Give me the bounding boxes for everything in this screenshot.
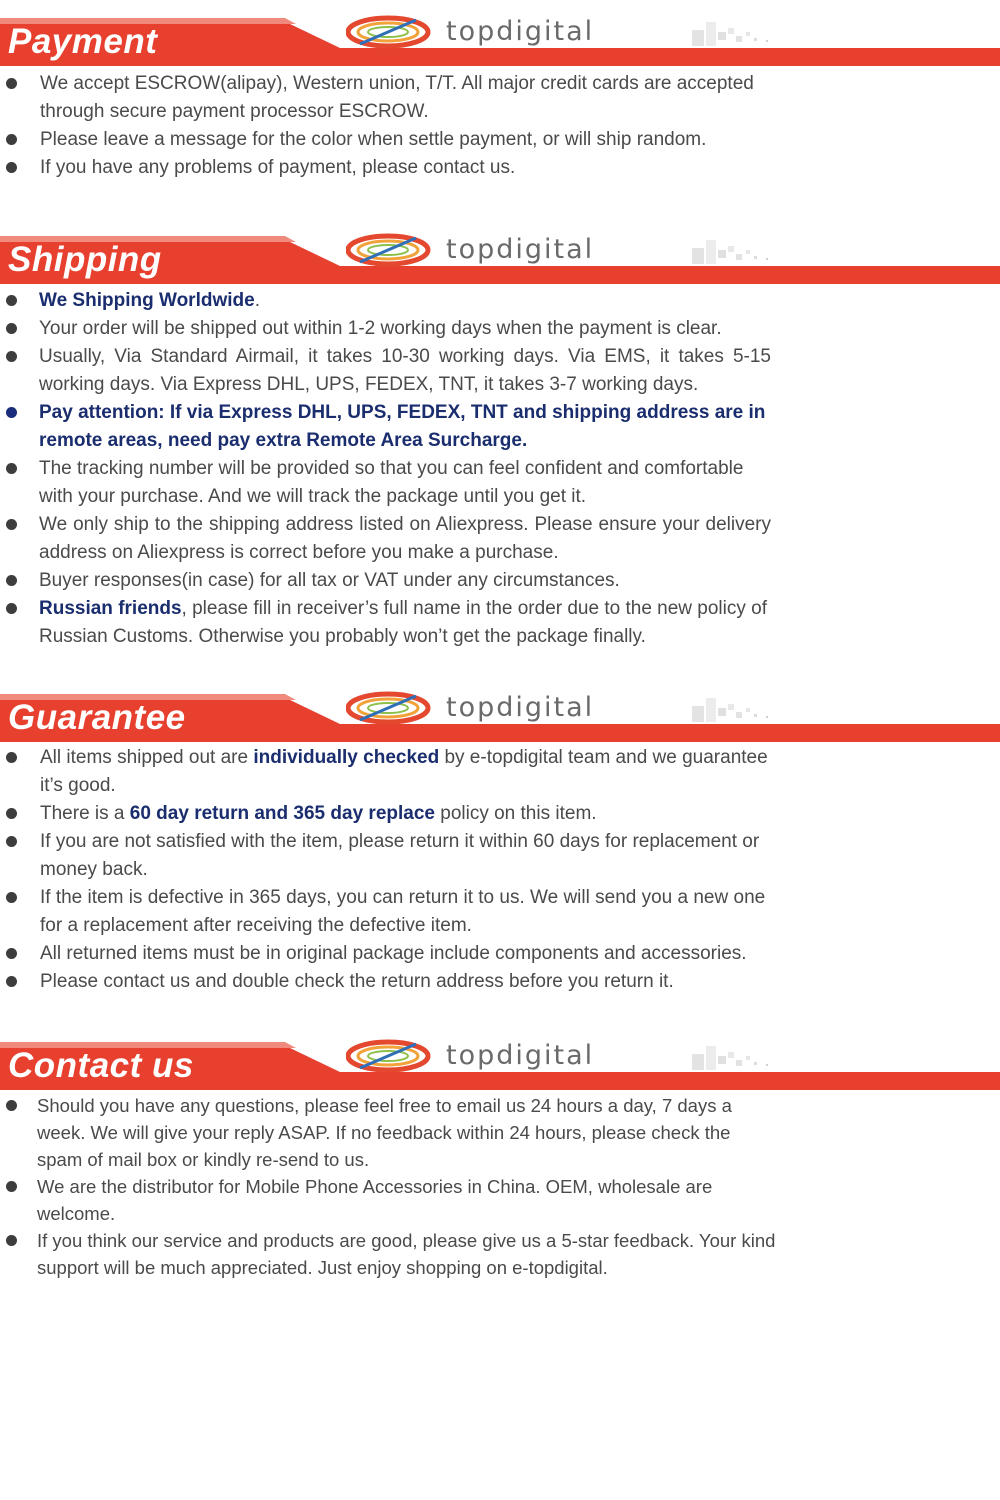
list-item: If the item is defective in 365 days, you can return it to us. We will send you a new one for a replacement after receiving the defective item. [0, 884, 775, 940]
section-title: Contact us [8, 1046, 194, 1085]
list-item: We accept ESCROW(alipay), Western union, T/T. All major credit cards are accepted through secure payment processor ESCROW. [0, 70, 775, 126]
list-item: If you are not satisfied with the item, please return it within 60 days for replacement or money back. [0, 828, 775, 884]
topdigital-logo-icon [346, 14, 434, 50]
list-item: Usually, Via Standard Airmail, it takes 10-30 working days. Via EMS, it takes 5-15 working days. Via Express DHL, UPS, FEDEX, TNT, it takes 3-7 working days. [0, 343, 771, 399]
pixel-decoration-icon [692, 694, 782, 726]
list-item: We Shipping Worldwide. [0, 287, 771, 315]
guarantee-list [0, 744, 1000, 996]
bullet-icon [6, 134, 17, 145]
brand-name: topdigital [446, 692, 595, 723]
list-item: All items shipped out are individually checked by e-topdigital team and we guarantee it’s good. [0, 744, 775, 800]
bullet-icon [6, 351, 17, 362]
bullet-icon [6, 892, 17, 903]
bullet-icon [6, 323, 17, 334]
brand-name: topdigital [446, 234, 595, 265]
bullet-icon [6, 1100, 17, 1111]
list-item: There is a 60 day return and 365 day replace policy on this item. [0, 800, 775, 828]
list-item: Please leave a message for the color when settle payment, or will ship random. [0, 126, 775, 154]
pixel-decoration-icon [692, 236, 782, 268]
bullet-icon [6, 407, 17, 418]
topdigital-logo-icon [346, 1038, 434, 1074]
bullet-icon [6, 295, 17, 306]
payment-section [0, 0, 1000, 182]
bullet-icon [6, 948, 17, 959]
contact-banner [0, 1024, 1000, 1090]
bullet-icon [6, 78, 17, 89]
topdigital-logo-icon [346, 232, 434, 268]
brand-name: topdigital [446, 1040, 595, 1071]
bullet-icon [6, 752, 17, 763]
bullet-icon [6, 1235, 17, 1246]
section-title: Payment [8, 22, 158, 61]
list-item: We are the distributor for Mobile Phone Accessories in China. OEM, wholesale are welcome. [0, 1173, 777, 1227]
shipping-section [0, 218, 1000, 651]
shipping-list [0, 287, 1000, 651]
list-item: We only ship to the shipping address listed on Aliexpress. Please ensure your delivery address on Aliexpress is correct before you make a purchase. [0, 511, 771, 567]
bullet-icon [6, 162, 17, 173]
list-item: The tracking number will be provided so that you can feel confident and comfortable with your purchase. And we will track the package until you get it. [0, 455, 771, 511]
list-item: Please contact us and double check the return address before you return it. [0, 968, 775, 996]
list-item: If you have any problems of payment, please contact us. [0, 154, 775, 182]
guarantee-section [0, 676, 1000, 996]
payment-list [0, 70, 1000, 182]
list-item: Russian friends, please fill in receiver’s full name in the order due to the new policy of Russian Customs. Otherwise you probably won’t get the package finally. [0, 595, 771, 651]
bullet-icon [6, 808, 17, 819]
pixel-decoration-icon [692, 1042, 782, 1074]
bullet-icon [6, 519, 17, 530]
list-item: Buyer responses(in case) for all tax or VAT under any circumstances. [0, 567, 771, 595]
list-item: Pay attention: If via Express DHL, UPS, FEDEX, TNT and shipping address are in remote areas, need pay extra Remote Area Surcharge. [0, 399, 771, 455]
pixel-decoration-icon [692, 18, 782, 50]
contact-section [0, 1024, 1000, 1281]
bullet-icon [6, 1181, 17, 1192]
contact-list [0, 1092, 1000, 1281]
bullet-icon [6, 575, 17, 586]
list-item: All returned items must be in original package include components and accessories. [0, 940, 775, 968]
list-item: Your order will be shipped out within 1-2 working days when the payment is clear. [0, 315, 771, 343]
guarantee-banner [0, 676, 1000, 742]
bullet-icon [6, 463, 17, 474]
brand-name: topdigital [446, 16, 595, 47]
topdigital-logo-icon [346, 690, 434, 726]
bullet-icon [6, 603, 17, 614]
list-item: If you think our service and products are good, please give us a 5-star feedback. Your kind support will be much appreciated. Just enjoy shopping on e-topdigital. [0, 1227, 777, 1281]
payment-banner [0, 0, 1000, 66]
bullet-icon [6, 836, 17, 847]
shipping-banner [0, 218, 1000, 284]
section-title: Guarantee [8, 698, 186, 737]
bullet-icon [6, 976, 17, 987]
section-title: Shipping [8, 240, 162, 279]
list-item: Should you have any questions, please feel free to email us 24 hours a day, 7 days a week. We will give your reply ASAP. If no feedback within 24 hours, please check the spam of mail box or kindly re-send to us. [0, 1092, 777, 1173]
